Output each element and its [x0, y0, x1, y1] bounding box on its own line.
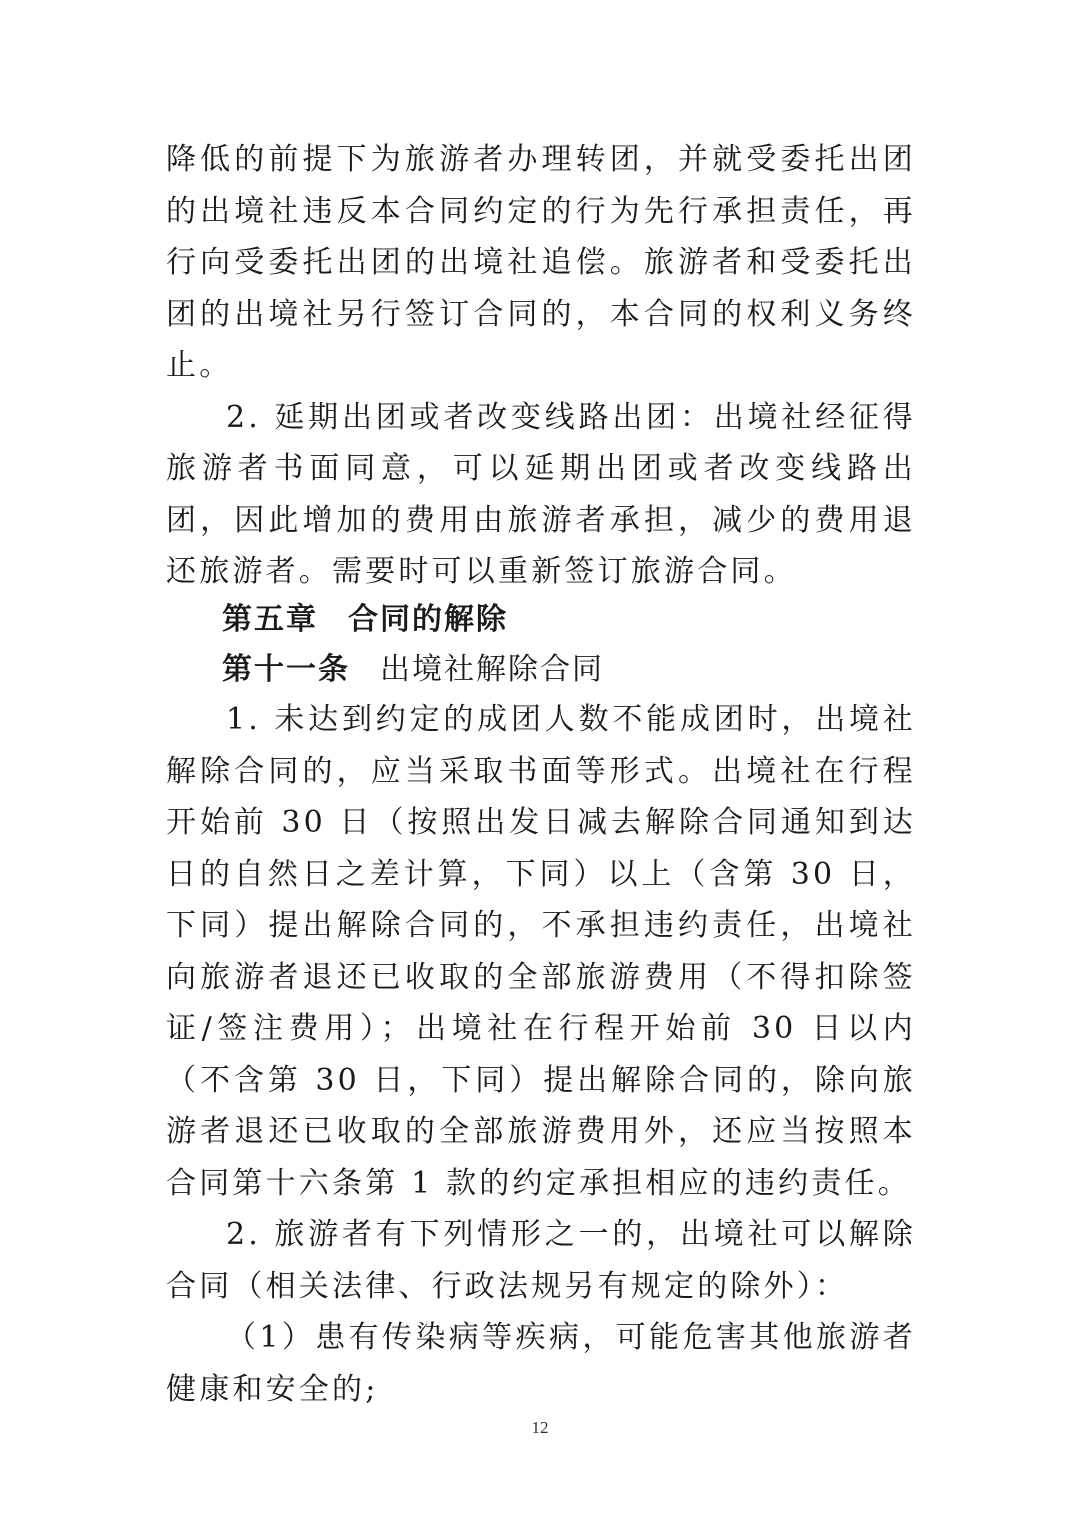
- list-item-infectious-disease: （1）患有传染病等疾病，可能危害其他旅游者健康和安全的;: [166, 1320, 916, 1407]
- chapter-heading: [222, 598, 508, 642]
- paragraph-minimum-group-size: 1. 未达到约定的成团人数不能成团时，出境社解除合同的，应当采取书面等形式。出境社在行程开始前 30 日（按照出发日减去解除合同通知到达日的自然日之差计算，下同）以上（含第 30 日，下同）提出解除合同的，不承担违约责任，出境社向旅游者退还已收取的全部旅游费用（不得扣除签证/签注费用）；出境社在行程开始前 30 日以内（不含第 30 日，下同）提出解除合同的，除向旅游者退还已收取的全部旅游费用外，还应当按照本合同第十六条第 1 款的约定承担相应的违约责任。: [166, 702, 916, 1201]
- paragraph-postpone-or-change-route: 2. 延期出团或者改变线路出团：出境社经征得旅游者书面同意，可以延期出团或者改变线路出团，因此增加的费用由旅游者承担，减少的费用退还旅游者。需要时可以重新签订旅游合同。: [166, 399, 916, 589]
- text-block-top: [166, 134, 916, 598]
- article-title: 出境社解除合同: [380, 652, 604, 687]
- chapter-label: 第五章: [222, 602, 318, 637]
- article-label: 第十一条: [222, 652, 350, 687]
- text-block-bottom: [166, 694, 916, 1415]
- page-number: 12: [531, 1418, 549, 1437]
- chapter-title: 合同的解除: [348, 602, 508, 637]
- paragraph-transfer-continuation: 降低的前提下为旅游者办理转团，并就受委托出团的出境社违反本合同约定的行为先行承担责任，再行向受委托出团的出境社追偿。旅游者和受委托出团的出境社另行签订合同的，本合同的权利义务终止。: [166, 142, 916, 383]
- article-heading: [222, 648, 604, 692]
- paragraph-traveler-circumstances: 2. 旅游者有下列情形之一的，出境社可以解除合同（相关法律、行政法规另有规定的除外）：: [166, 1217, 916, 1304]
